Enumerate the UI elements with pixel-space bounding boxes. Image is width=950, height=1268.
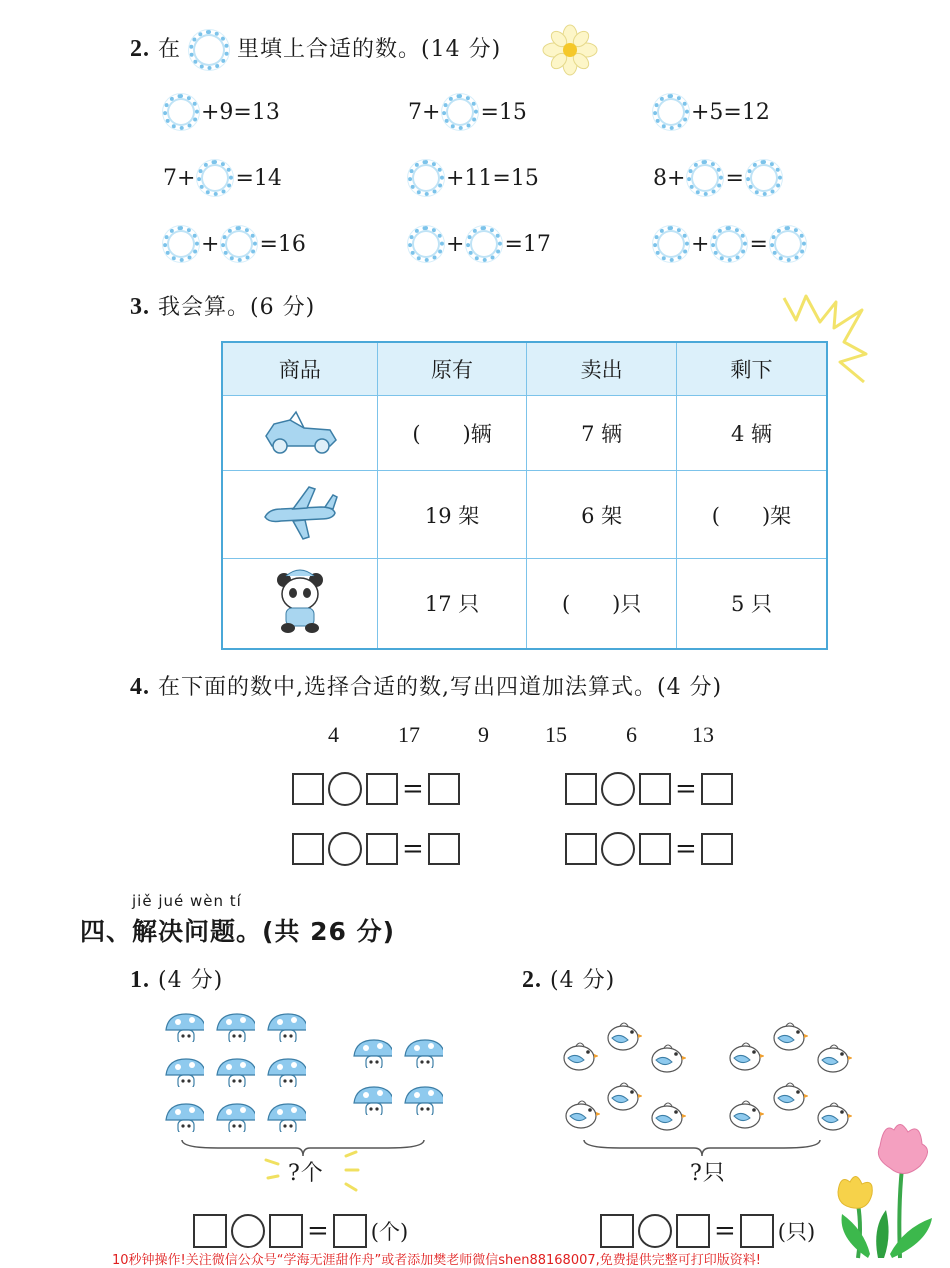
q3-number: 3. [130,294,150,320]
answer-box[interactable] [292,773,324,805]
header-original: 原有 [377,342,527,396]
bird-icon [560,1096,600,1132]
answer-box[interactable] [701,773,733,805]
number-choice: 15 [545,722,567,747]
answer-box[interactable] [676,1214,710,1248]
equation-text: + [446,231,465,257]
bird-icon [812,1040,852,1076]
bird-icon [724,1038,764,1074]
number-choice: 13 [692,722,714,747]
sold-cell: ( )只 [527,559,677,649]
blank-circle-icon[interactable] [408,226,444,262]
brace-icon [580,1138,824,1158]
mushroom-icon [215,1012,255,1042]
p1-question: ?个 [288,1161,324,1186]
table-row [222,559,827,649]
blank-circle-icon[interactable] [197,160,233,196]
blank-circle-icon[interactable] [711,226,747,262]
bird-icon [646,1098,686,1134]
blank-circle-icon[interactable] [653,226,689,262]
item-cell [222,396,377,471]
equation-text: = [725,165,744,191]
mushroom-icon [215,1057,255,1087]
equals-sign: = [675,774,697,804]
p2-answer-row [600,1214,815,1248]
q2-equation [653,160,782,196]
q2-equation [163,226,306,262]
answer-box[interactable] [269,1214,303,1248]
equation-text: +5=12 [691,99,770,125]
header-sold: 卖出 [527,342,677,396]
goods-table [221,341,828,650]
p2-question: ?只 [690,1161,726,1186]
p2-unit: (只) [777,1220,816,1244]
answer-box[interactable] [333,1214,367,1248]
answer-box[interactable] [428,833,460,865]
equation-text: =14 [235,165,282,191]
table-row [222,396,827,471]
equation-text: + [201,231,220,257]
blank-circle-icon[interactable] [687,160,723,196]
operator-circle[interactable] [328,832,362,866]
header-item: 商品 [222,342,377,396]
mushroom-icon [352,1038,392,1068]
q2-equation [408,226,551,262]
answer-box[interactable] [639,833,671,865]
equals-sign: = [307,1216,329,1246]
p1-score: (4 分) [158,968,224,993]
number-choice: 6 [626,722,637,747]
section-pinyin: jiě jué wèn tí [132,892,242,910]
p1-answer-row [193,1214,408,1248]
q2-number: 2. [130,36,150,62]
number-choice: 4 [328,722,339,747]
operator-circle[interactable] [638,1214,672,1248]
equals-sign: = [402,774,424,804]
panda-icon [272,566,328,636]
answer-box[interactable] [428,773,460,805]
p2-title [522,963,615,994]
p1-unit: (个) [370,1220,409,1244]
q2-title-before: 在 [158,37,182,62]
original-cell: ( )辆 [377,396,527,471]
equation-text: = [749,231,768,257]
q2-title [130,30,501,70]
blank-circle-icon[interactable] [163,94,199,130]
original-cell: 19 架 [377,471,527,559]
equation-text: =15 [480,99,527,125]
equation-text: 8+ [653,165,686,191]
bird-icon [768,1078,808,1114]
answer-box[interactable] [366,833,398,865]
mushroom-icon [403,1038,443,1068]
left-cell: ( )架 [676,471,827,559]
mushroom-icon [266,1057,306,1087]
answer-box[interactable] [565,773,597,805]
equation-text: =17 [504,231,551,257]
q2-equation [163,94,280,130]
q2-equation [163,160,282,196]
p2-number: 2. [522,967,542,993]
answer-box[interactable] [740,1214,774,1248]
addition-template [292,832,460,866]
q2-equation [408,160,539,196]
blank-circle-icon[interactable] [221,226,257,262]
operator-circle[interactable] [231,1214,265,1248]
p2-score: (4 分) [550,968,616,993]
sold-cell: 7 辆 [527,396,677,471]
item-cell [222,559,377,649]
table-row [222,471,827,559]
p1-title [130,963,223,994]
blank-circle-icon[interactable] [408,160,444,196]
equation-text: + [691,231,710,257]
bird-icon [768,1018,808,1054]
blank-circle-icon[interactable] [466,226,502,262]
operator-circle[interactable] [601,832,635,866]
bird-icon [602,1078,642,1114]
bird-icon [724,1096,764,1132]
equation-text: 7+ [408,99,441,125]
answer-box[interactable] [639,773,671,805]
blank-circle-icon [189,30,229,70]
bird-icon [558,1038,598,1074]
operator-circle[interactable] [328,772,362,806]
left-cell: 5 只 [676,559,827,649]
answer-box[interactable] [701,833,733,865]
left-cell: 4 辆 [676,396,827,471]
equals-sign: = [402,834,424,864]
answer-box[interactable] [565,833,597,865]
blank-circle-icon[interactable] [653,94,689,130]
q3-title-text: 我会算。(6 分) [158,295,316,320]
mushroom-icon [164,1102,204,1132]
equation-text: +11=15 [446,165,539,191]
car-icon [260,406,340,456]
mushroom-icon [266,1012,306,1042]
answer-box[interactable] [366,773,398,805]
addition-template [565,832,733,866]
flower-icon [540,24,600,76]
sold-cell: 6 架 [527,471,677,559]
blank-circle-icon[interactable] [163,226,199,262]
q2-equation [408,94,527,130]
section-title: 四、解决问题。(共 26 分) [80,917,396,946]
footer-notice: 10秒钟操作!关注微信公众号“学海无涯甜作舟”或者添加樊老师微信shen88168007,免费提供完整可打印版资料! [112,1253,761,1268]
q2-equation [653,94,770,130]
equation-text: =16 [259,231,306,257]
q4-number: 4. [130,674,150,700]
q2-title-after: 里填上合适的数。(14 分) [237,37,502,62]
mushroom-icon [164,1012,204,1042]
q4-title [130,670,722,701]
table-header-row [222,342,827,396]
mushroom-icon [215,1102,255,1132]
tulip-flower-icon [828,1118,940,1262]
sparkle-icon [262,1150,362,1196]
bird-icon [602,1018,642,1054]
bird-icon [646,1040,686,1076]
answer-box[interactable] [193,1214,227,1248]
plane-icon [259,481,341,543]
addition-template [292,772,460,806]
original-cell: 17 只 [377,559,527,649]
mushroom-icon [164,1057,204,1087]
mushroom-icon [352,1085,392,1115]
blank-circle-icon[interactable] [442,94,478,130]
equals-sign: = [714,1216,736,1246]
addition-template [565,772,733,806]
blank-circle-icon[interactable] [770,226,806,262]
answer-box[interactable] [600,1214,634,1248]
answer-box[interactable] [292,833,324,865]
mushroom-icon [266,1102,306,1132]
equation-text: 7+ [163,165,196,191]
equation-text: +9=13 [201,99,280,125]
p1-number: 1. [130,967,150,993]
q4-title-text: 在下面的数中,选择合适的数,写出四道加法算式。(4 分) [158,675,723,700]
operator-circle[interactable] [601,772,635,806]
number-choice: 9 [478,722,489,747]
blank-circle-icon[interactable] [746,160,782,196]
equals-sign: = [675,834,697,864]
header-left: 剩下 [676,342,827,396]
mushroom-icon [403,1085,443,1115]
q2-equation [653,226,806,262]
number-choice: 17 [398,722,420,747]
q3-title [130,290,315,321]
item-cell [222,471,377,559]
